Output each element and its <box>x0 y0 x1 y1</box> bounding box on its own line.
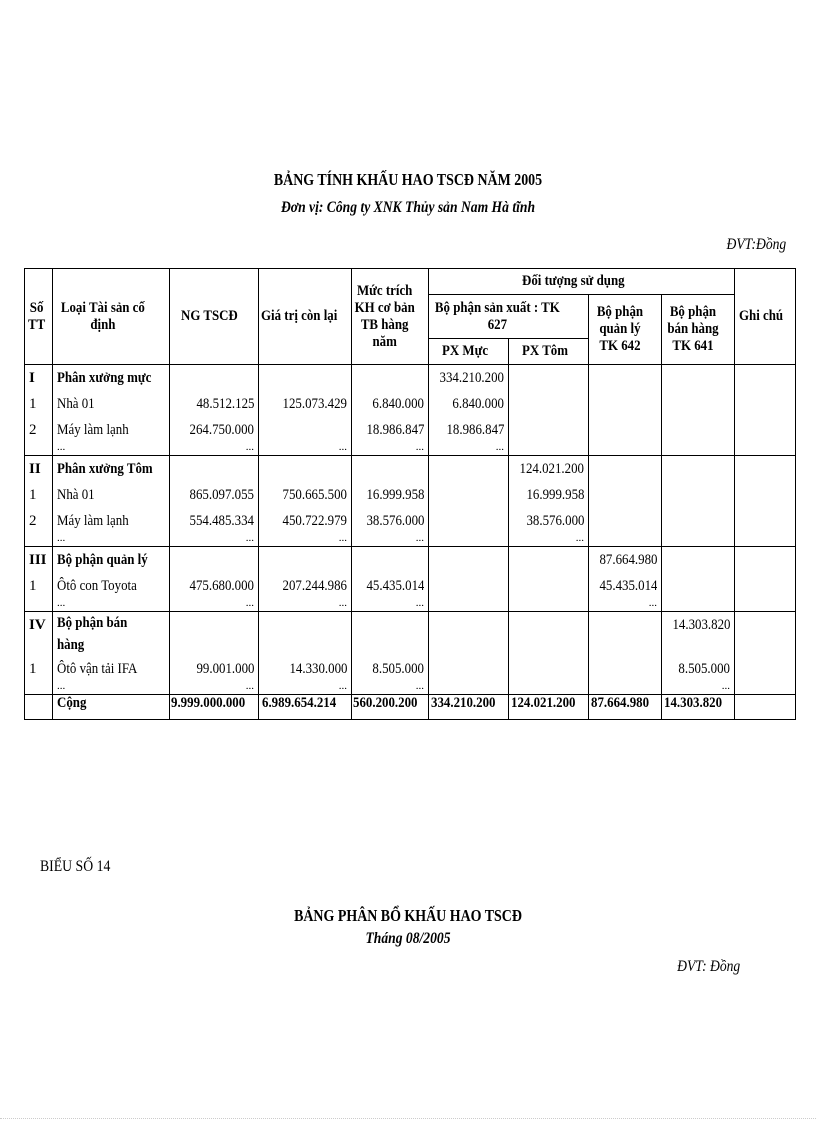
header-bpql: Bộ phận quản lý TK 642 <box>589 295 662 365</box>
section-row: III 1 Bộ phận quản lý Ôtô con Toyota ... 475.680.000 ... 207.244.986 ... 45.435.014 ... 87.664.980 45.435.014 ... <box>25 547 796 612</box>
depreciation-table <box>24 268 796 720</box>
section-row: II 1 2 Phân xưởng Tôm Nhà 01 Máy làm lạnh ... 865.097.055 554.485.334 ... 750.665.500 450.722.979 ... 16.999.958 38.576.000 ... 124.021.200 16.999.958 38.576.000 ... <box>25 456 796 547</box>
header-stt: Số TT <box>25 269 53 365</box>
company-subtitle: Đơn vị: Công ty XNK Thủy sản Nam Hà tĩnh <box>280 199 536 216</box>
header-bpbh: Bộ phận bán hàng TK 641 <box>662 295 735 365</box>
header-pxmuc: PX Mực <box>429 339 509 365</box>
header-bpsx: Bộ phận sản xuất : TK 627 <box>429 295 589 339</box>
allocation-title: BẢNG PHÂN BỔ KHẤU HAO TSCĐ <box>294 906 522 925</box>
header-loai: Loại Tài sản cố định <box>53 269 170 365</box>
currency-unit: ĐVT:Đồng <box>726 236 786 253</box>
page-title: BẢNG TÍNH KHẤU HAO TSCĐ NĂM 2005 <box>273 170 543 189</box>
header-doituong: Đối tượng sử dụng <box>429 269 735 295</box>
page-edge <box>0 1118 816 1120</box>
section-row: I 1 2 Phân xưởng mực Nhà 01 Máy làm lạnh ... 48.512.125 264.750.000 ... 125.073.429 ... 6.840.000 18.986.847 ... 334.210.200 6.840.000 18.986.847 ... <box>25 365 796 456</box>
section-row: IV 1 Bộ phận bán hàng Ôtô vận tải IFA ... 99.001.000 ... 14.330.000 ... 8.505.000 ... 14.303.820 8.505.000 ... <box>25 612 796 695</box>
form-number: BIỂU SỐ 14 <box>40 858 111 875</box>
total-row: Cộng 9.999.000.000 6.989.654.214 560.200.200 334.210.200 124.021.200 87.664.980 14.303.820 <box>25 695 796 720</box>
header-gtcl: Giá trị còn lại <box>259 269 352 365</box>
header-muc: Mức trích KH cơ bản TB hàng năm <box>352 269 429 365</box>
allocation-month: Tháng 08/2005 <box>365 930 451 947</box>
header-ghichu: Ghi chú <box>735 269 796 365</box>
header-ng: NG TSCĐ <box>170 269 259 365</box>
header-pxtom: PX Tôm <box>509 339 589 365</box>
allocation-unit: ĐVT: Đồng <box>676 958 740 975</box>
